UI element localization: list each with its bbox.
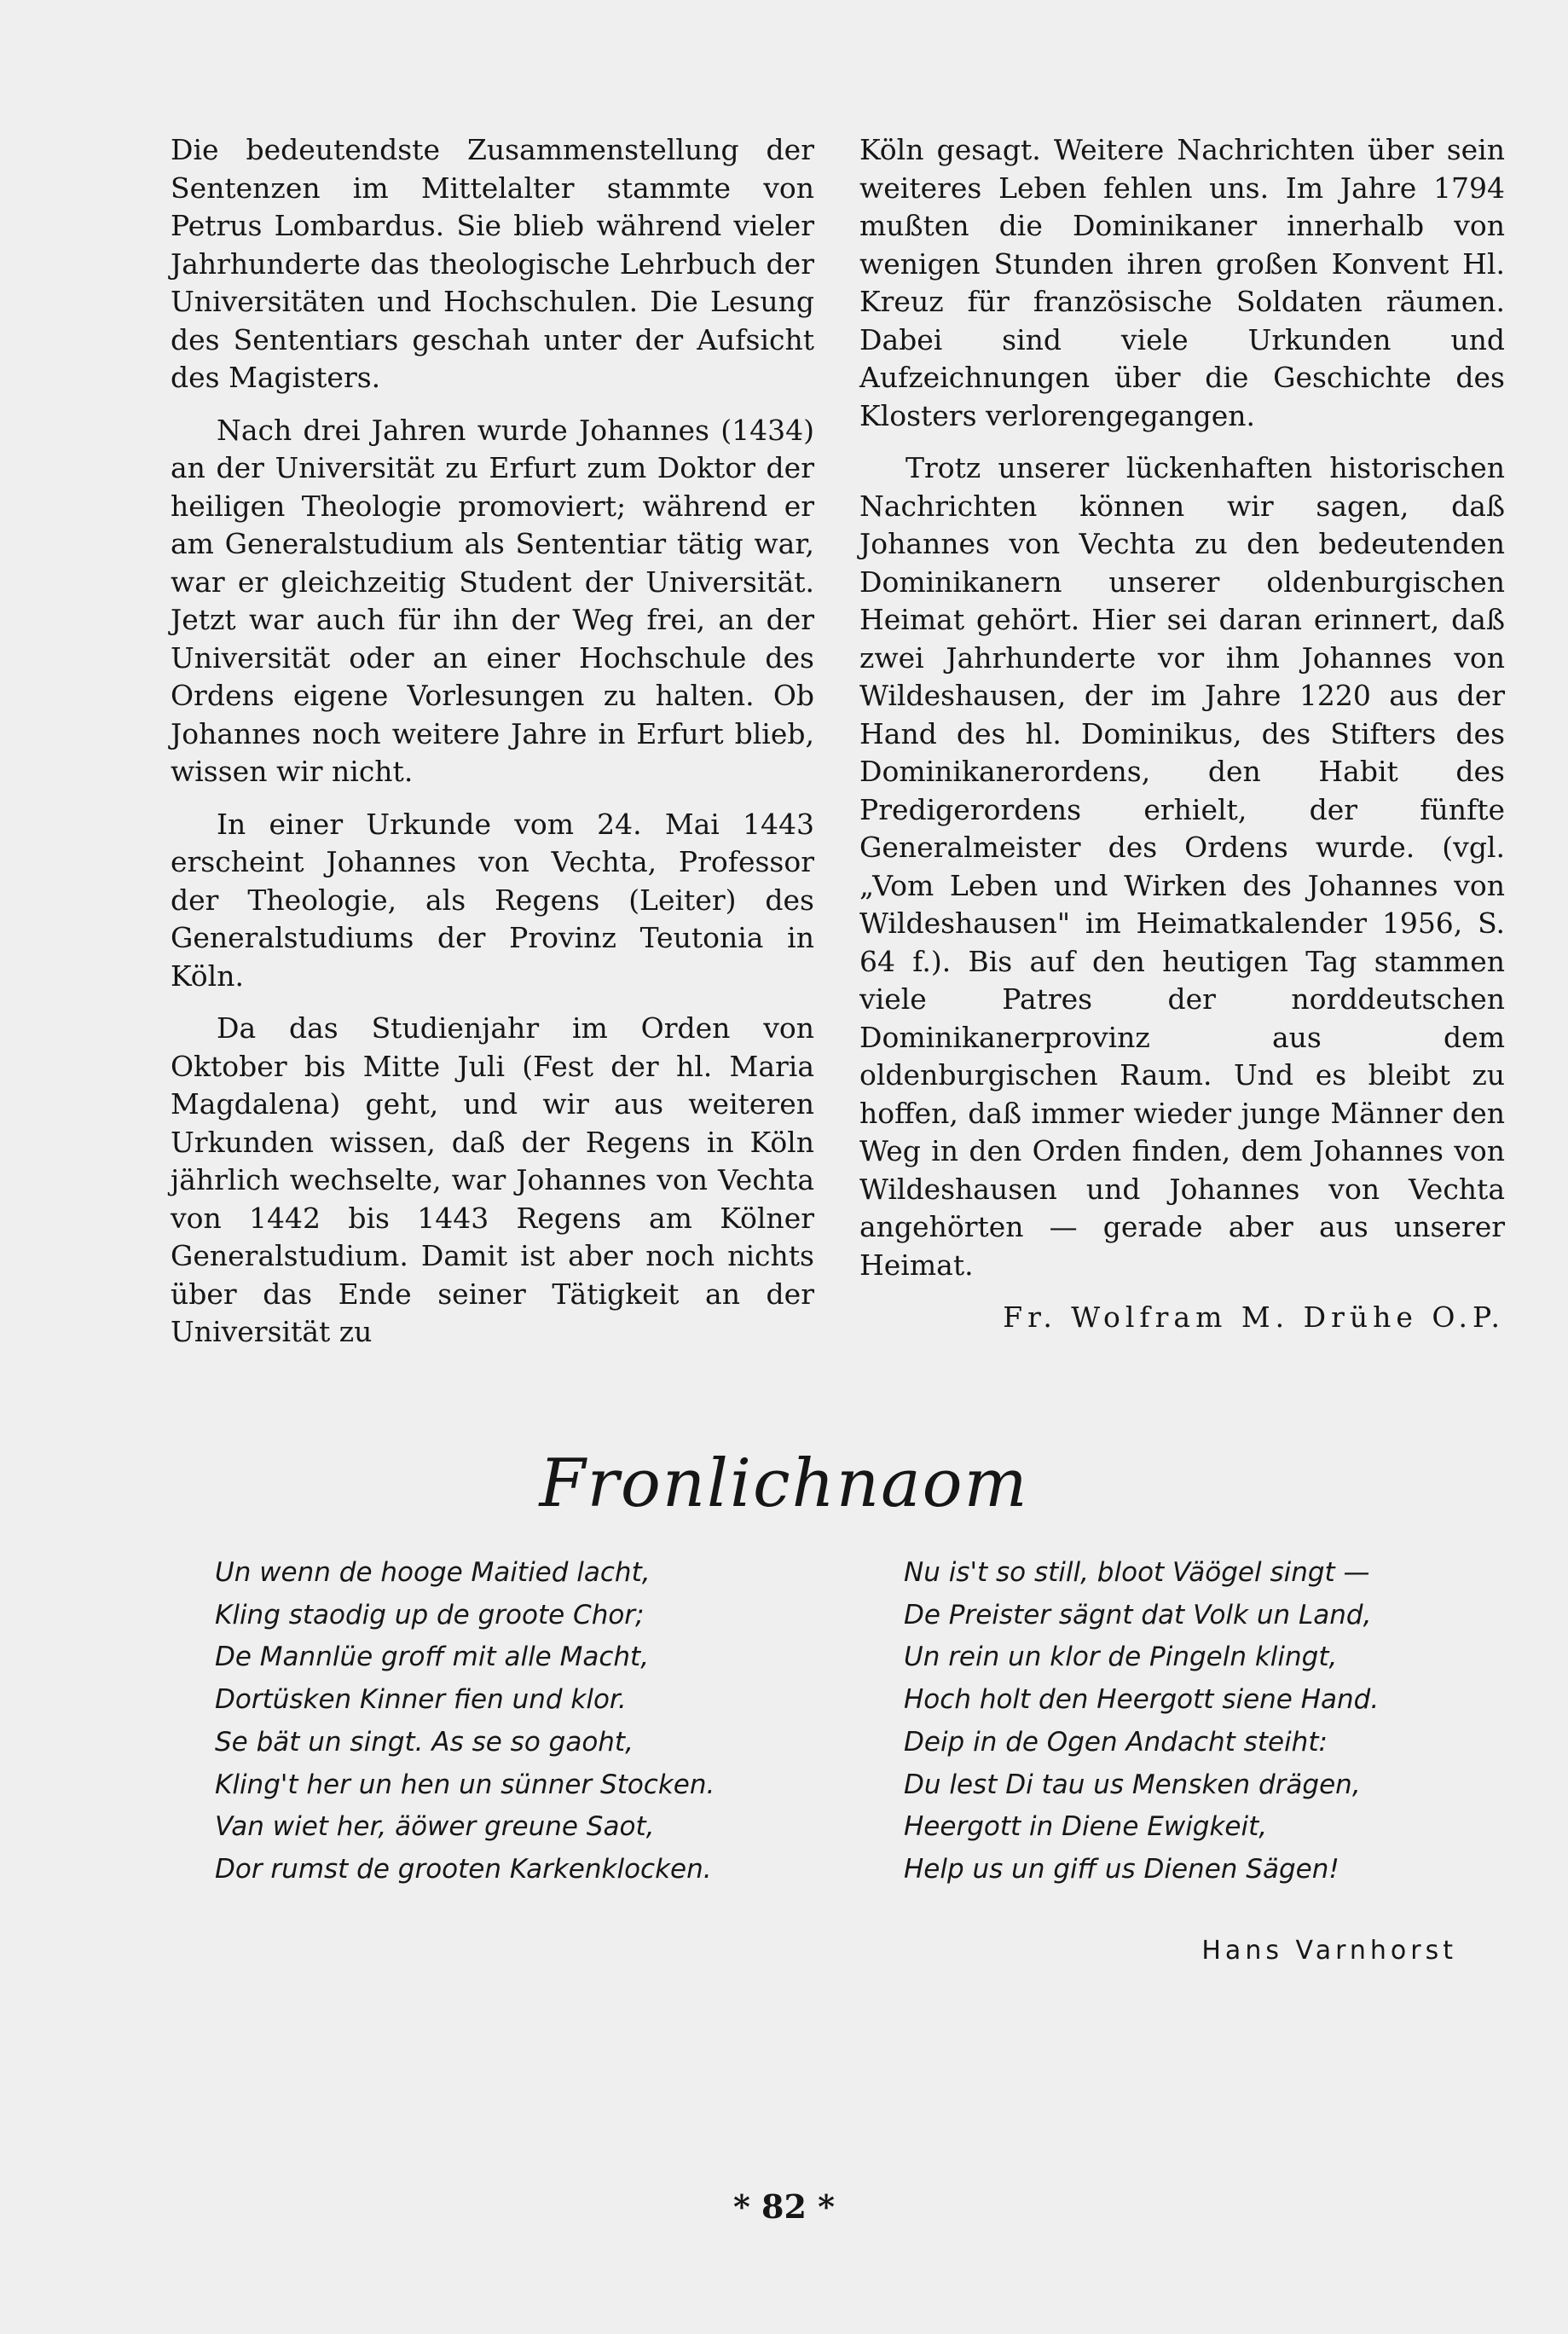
poem-line: Dor rumst de grooten Karkenklocken. bbox=[215, 1853, 712, 1885]
poem-line: Se bät un singt. As se so gaoht, bbox=[215, 1726, 634, 1758]
article-paragraph: Köln gesagt. Weitere Nachrichten über sein weiteres Leben fehlen uns. Im Jahre 1794 mußten die Dominikaner innerhalb von wenigen Stunden ihren großen Konvent Hl. Kreuz für französische Soldaten räumen. Dabei sind viele Urkunden und Aufzeichnungen über die Geschichte des Klosters verlorengegangen. bbox=[859, 133, 1505, 432]
article-paragraph: Da das Studienjahr im Orden von Oktober bis Mitte Juli (Fest der hl. Maria Magdalena) geht, und wir aus weiteren Urkunden wissen, daß der Regens in Köln jährlich wechselte, war Johannes von Vechta von 1442 bis 1443 Regens am Kölner Generalstudium. Damit ist aber noch nichts über das Ende seiner Tätigkeit an der Universität zu bbox=[171, 1011, 814, 1348]
poem-line: Du lest Di tau us Mensken drägen, bbox=[904, 1769, 1361, 1800]
article-author: Fr. Wolfram M. Drühe O.P. bbox=[1003, 1300, 1505, 1334]
article-left-column bbox=[171, 131, 814, 1366]
poem-author: Hans Varnhorst bbox=[1201, 1936, 1457, 1966]
poem-line: Un rein un klor de Pingeln klingt, bbox=[904, 1642, 1338, 1673]
poem-stanza-right bbox=[904, 1552, 1518, 1891]
poem-line: Heergott in Diene Ewigkeit, bbox=[904, 1811, 1268, 1843]
poem-line: Van wiet her, äöwer greune Saot, bbox=[215, 1811, 655, 1843]
poem-line: Kling staodig up de groote Chor; bbox=[215, 1599, 645, 1630]
article-right-column bbox=[859, 131, 1505, 1337]
page-number: * 82 * bbox=[732, 2187, 836, 2226]
poem-line: Kling't her un hen un sünner Stocken. bbox=[215, 1769, 715, 1800]
article-paragraph: Trotz unserer lückenhaften historischen Nachrichten können wir sagen, daß Johannes von Vechta zu den bedeutenden Dominikanern unserer oldenburgischen Heimat gehört. Hier sei daran erinnert, daß zwei Jahrhunderte vor ihm Johannes von Wildeshausen, der im Jahre 1220 aus der Hand des hl. Dominikus, des Stifters des Dominikanerordens, den Habit des Predigerordens erhielt, der fünfte Generalmeister des Ordens wurde. (vgl. „Vom Leben und Wirken des Johannes von Wildeshausen" im Heimatkalender 1956, S. 64 f.). Bis auf den heutigen Tag stammen viele Patres der norddeutschen Dominikanerprovinz aus dem oldenburgischen Raum. Und es bleibt zu hoffen, daß immer wieder junge Männer den Weg in den Orden finden, dem Johannes von Wildeshausen und Johannes von Vechta angehörten — gerade aber aus unserer Heimat. bbox=[859, 451, 1505, 1282]
poem-line: De Preister sägnt dat Volk un Land, bbox=[904, 1599, 1372, 1630]
poem-stanza-left bbox=[215, 1552, 829, 1891]
poem-title: Fronlichnaom bbox=[539, 1445, 1029, 1522]
article-paragraph: Die bedeutendste Zusammenstellung der Sentenzen im Mittelalter stammte von Petrus Lombardus. Sie blieb während vieler Jahrhunderte das theologische Lehrbuch der Universitäten und Hochschulen. Die Lesung des Sententiars geschah unter der Aufsicht des Magisters. bbox=[171, 133, 814, 394]
poem-line: Un wenn de hooge Maitied lacht, bbox=[215, 1557, 651, 1588]
poem-line: Hoch holt den Heergott siene Hand. bbox=[904, 1684, 1380, 1716]
poem-line: Help us un giff us Dienen Sägen! bbox=[904, 1853, 1339, 1885]
article-paragraph: Nach drei Jahren wurde Johannes (1434) an der Universität zu Erfurt zum Doktor der heiligen Theologie promoviert; während er am Generalstudium als Sententiar tätig war, war er gleichzeitig Student der Universität. Jetzt war auch für ihn der Weg frei, an der Universität oder an einer Hochschule des Ordens eigene Vorlesungen zu halten. Ob Johannes noch weitere Jahre in Erfurt blieb, wissen wir nicht. bbox=[171, 413, 814, 788]
article-paragraph: In einer Urkunde vom 24. Mai 1443 erscheint Johannes von Vechta, Professor der Theologie, als Regens (Leiter) des Generalstudiums der Provinz Teutonia in Köln. bbox=[171, 807, 814, 993]
poem-line: De Mannlüe groff mit alle Macht, bbox=[215, 1642, 650, 1673]
poem-line: Deip in de Ogen Andacht steiht: bbox=[904, 1726, 1328, 1758]
poem-line: Dortüsken Kinner fien und klor. bbox=[215, 1684, 627, 1716]
poem-line: Nu is't so still, bloot Väögel singt — bbox=[904, 1557, 1370, 1588]
